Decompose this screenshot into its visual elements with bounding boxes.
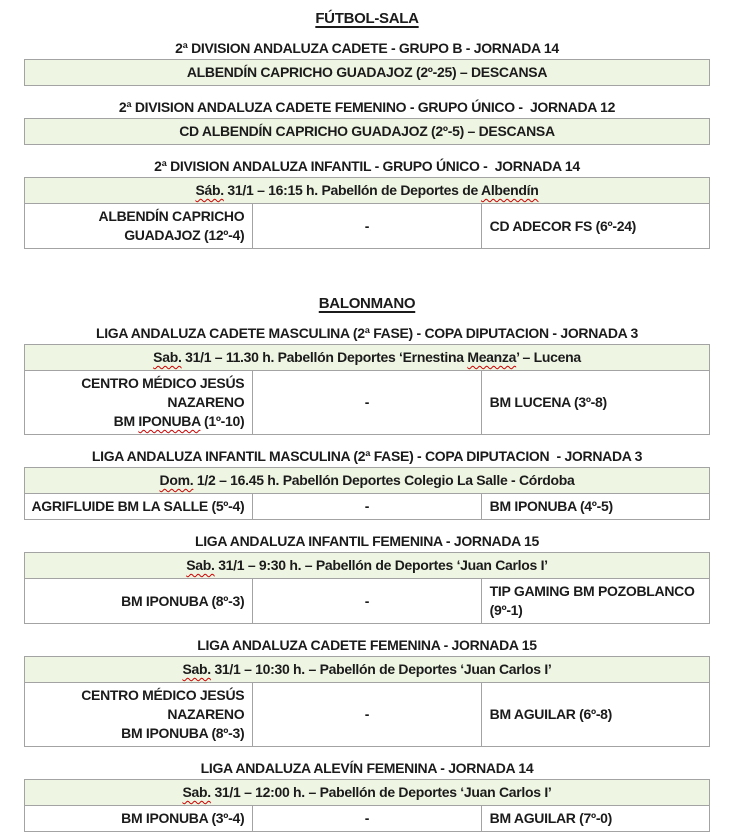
league-title-text: BALONMANO (318, 295, 416, 312)
fixture-heading: LIGA ANDALUZA CADETE MASCULINA (2ª FASE) - COPA DIPUTACION - JORNADA 3 (95, 325, 639, 341)
text-run: BM IPONUBA (8º-3) (121, 592, 245, 609)
team-name-line (29, 207, 248, 245)
text-run: BM IPONUBA (3º-4) (121, 810, 245, 826)
info-row (25, 60, 710, 86)
misspelled-word: Sab. (182, 661, 211, 677)
misspelled-word: Meanza (467, 349, 517, 365)
info-row (25, 178, 710, 204)
match-row (25, 683, 710, 747)
fixture-table (24, 656, 710, 747)
fixture-heading: LIGA ANDALUZA CADETE FEMENINA - JORNADA 15 (197, 637, 537, 653)
league-title-balonmano (24, 295, 710, 312)
text-run: BM IPONUBA (8º-3) (121, 725, 245, 741)
fixture-block (24, 158, 710, 249)
fixture-heading: LIGA ANDALUZA ALEVÍN FEMENINA - JORNADA 14 (200, 760, 534, 776)
fixture-block (24, 760, 710, 832)
fixture-block (24, 99, 710, 145)
away-team-cell (481, 371, 709, 435)
league-title-futbol-sala (24, 10, 710, 27)
info-row (25, 553, 710, 579)
home-team-cell (25, 683, 253, 747)
match-row (25, 494, 710, 520)
info-cell (25, 657, 710, 683)
misspelled-word: Sab. (182, 784, 211, 800)
fixtures-futbol-sala (24, 40, 710, 249)
misspelled-word: IPONUBA (138, 413, 201, 429)
match-row (25, 204, 710, 249)
info-cell (25, 178, 710, 204)
text-run: BM (113, 413, 139, 429)
fixture-table (24, 779, 710, 832)
text-run: CENTRO MÉDICO JESÚS NAZARENO (81, 375, 248, 410)
fixture-heading: 2ª DIVISION ANDALUZA INFANTIL - GRUPO ÚNICO - JORNADA 14 (154, 158, 580, 174)
fixture-table (24, 344, 710, 435)
fixture-table (24, 59, 710, 86)
fixture-block (24, 533, 710, 624)
info-cell (25, 553, 710, 579)
fixture-block (24, 448, 710, 520)
team-name-line (490, 497, 705, 516)
home-team-cell (25, 806, 253, 832)
misspelled-word: Dom. (159, 472, 194, 488)
text-run: 31/1 – 16:15 h. Pabellón de Deportes de (223, 182, 482, 198)
misspelled-word: Sáb. (195, 182, 224, 198)
away-team-cell (481, 806, 709, 832)
text-run: 31/1 – 12:00 h. – Pabellón de Deportes ‘Juan Carlos I’ (210, 784, 552, 800)
fixture-block (24, 637, 710, 747)
text-run: BM AGUILAR (7º-0) (489, 810, 613, 826)
fixture-heading: LIGA ANDALUZA INFANTIL MASCULINA (2ª FASE) - COPA DIPUTACION - JORNADA 3 (91, 448, 643, 464)
text-run: CD ALBENDÍN CAPRICHO GUADAJOZ (2º-5) – DESCANSA (179, 123, 555, 139)
home-team-cell (25, 204, 253, 249)
away-team-cell (481, 494, 709, 520)
league-section-balonmano (24, 295, 710, 832)
text-run: BM IPONUBA (4º-5) (489, 498, 613, 514)
info-cell (25, 119, 710, 145)
team-name-line (490, 809, 705, 828)
fixture-block (24, 325, 710, 435)
separator-cell: - (253, 579, 481, 624)
team-name-line (29, 809, 244, 828)
text-run: CD ADECOR FS (6º-24) (489, 217, 637, 234)
info-row (25, 119, 710, 145)
info-cell (25, 60, 710, 86)
away-team-cell (481, 579, 709, 624)
text-run: BM AGUILAR (6º-8) (489, 706, 613, 722)
info-row (25, 345, 710, 371)
text-run: CENTRO MÉDICO JESÚS NAZARENO (81, 687, 248, 722)
fixture-table (24, 467, 710, 520)
away-team-cell (481, 683, 709, 747)
info-row (25, 657, 710, 683)
home-team-cell (25, 579, 253, 624)
fixture-table (24, 552, 710, 624)
misspelled-word: Sab. (153, 349, 182, 365)
text-run: 1/2 – 16.45 h. Pabellón Deportes Colegio La Salle - Córdoba (193, 472, 575, 488)
fixture-heading: 2ª DIVISION ANDALUZA CADETE FEMENINO - GRUPO ÚNICO - JORNADA 12 (118, 99, 616, 115)
separator-cell: - (253, 494, 481, 520)
league-title-text: FÚTBOL-SALA (315, 10, 419, 27)
home-team-cell (25, 371, 253, 435)
home-team-cell (25, 494, 253, 520)
info-row (25, 468, 710, 494)
match-row (25, 371, 710, 435)
separator-cell: - (253, 806, 481, 832)
fixture-table (24, 118, 710, 145)
text-run: 31/1 – 10:30 h. – Pabellón de Deportes ‘Juan Carlos I’ (210, 661, 552, 677)
team-name-line (29, 592, 244, 611)
text-run: ’ – Lucena (516, 349, 581, 365)
fixture-table (24, 177, 710, 249)
misspelled-word: Albendín (481, 182, 539, 198)
text-run: ALBENDÍN CAPRICHO GUADAJOZ (2º-25) – DESCANSA (186, 64, 548, 80)
text-run: (1º-10) (200, 413, 245, 429)
info-row (25, 780, 710, 806)
fixture-block (24, 40, 710, 86)
text-run: TIP GAMING BM POZOBLANCO (9º-1) (489, 583, 699, 618)
team-name-line (29, 497, 244, 516)
separator-cell: - (253, 371, 481, 435)
team-name-line (29, 412, 244, 431)
text-run: AGRIFLUIDE BM LA SALLE (5º-4) (31, 498, 245, 514)
text-run: 31/1 – 11.30 h. Pabellón Deportes ‘Ernestina (181, 349, 468, 365)
text-run: ALBENDÍN CAPRICHO GUADAJOZ (12º-4) (98, 208, 248, 243)
team-name-line (490, 705, 705, 724)
fixture-heading: 2ª DIVISION ANDALUZA CADETE - GRUPO B - JORNADA 14 (175, 40, 559, 56)
info-cell (25, 780, 710, 806)
misspelled-word: Sab. (186, 557, 215, 573)
match-row (25, 579, 710, 624)
team-name-line (490, 582, 705, 620)
team-name-line (29, 374, 248, 412)
away-team-cell (481, 204, 709, 249)
team-name-line (490, 393, 705, 412)
fixture-heading: LIGA ANDALUZA INFANTIL FEMENINA - JORNADA 15 (194, 533, 540, 549)
team-name-line (490, 217, 705, 236)
league-section-futbol-sala (24, 10, 710, 249)
info-cell (25, 468, 710, 494)
text-run: 31/1 – 9:30 h. – Pabellón de Deportes ‘Juan Carlos I’ (214, 557, 548, 573)
team-name-line (29, 686, 248, 724)
info-cell (25, 345, 710, 371)
separator-cell: - (253, 204, 481, 249)
fixtures-balonmano (24, 325, 710, 832)
match-row (25, 806, 710, 832)
team-name-line (29, 724, 244, 743)
separator-cell: - (253, 683, 481, 747)
text-run: BM LUCENA (3º-8) (489, 394, 607, 410)
